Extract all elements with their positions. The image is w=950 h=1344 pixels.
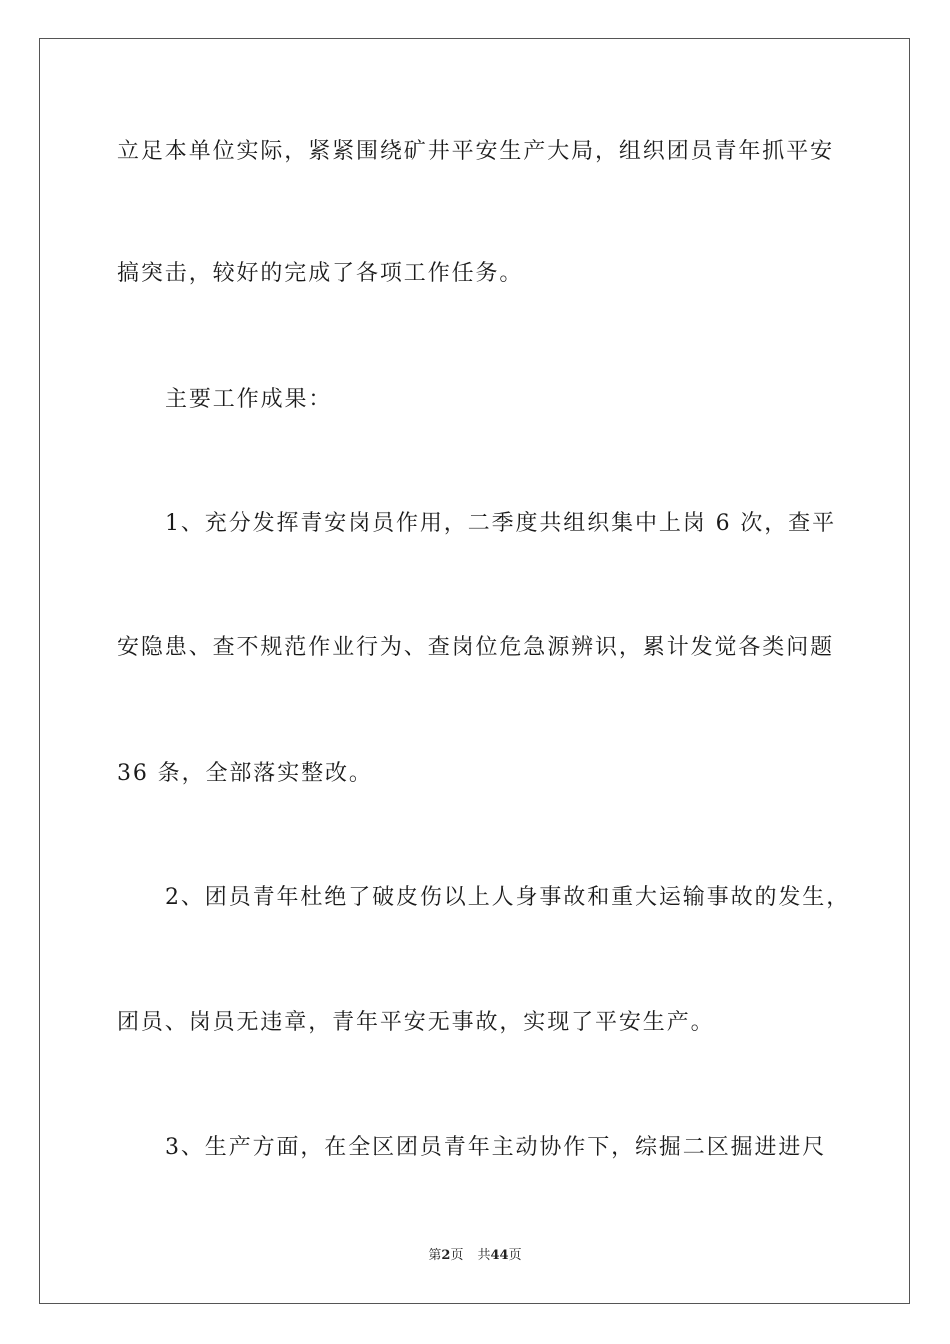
page-suffix: 页: [450, 1248, 464, 1263]
page-footer: [0, 1247, 950, 1265]
section-heading-main-results: 主要工作成果：: [165, 387, 333, 412]
list-item-1-line-1: 1、充分发挥青安岗员作用，二季度共组织集中上岗 6 次，查平: [165, 511, 836, 536]
total-pages: 44: [490, 1248, 509, 1263]
list-item-1-line-2: 安隐患、查不规范作业行为、查岗位危急源辨识，累计发觉各类问题: [117, 635, 835, 660]
paragraph-line-2: 搞突击，较好的完成了各项工作任务。: [117, 261, 524, 286]
total-suffix: 页: [508, 1248, 522, 1263]
list-item-2-line-1: 2、团员青年杜绝了破皮伤以上人身事故和重大运输事故的发生，: [165, 885, 851, 910]
page-prefix: 第: [428, 1248, 442, 1263]
page-number: 2: [441, 1248, 451, 1263]
page-border: [39, 38, 910, 1304]
list-item-3-line-1: 3、生产方面，在全区团员青年主动协作下，综掘二区掘进进尺: [165, 1135, 827, 1160]
total-prefix: 共: [477, 1248, 491, 1263]
list-item-2-line-2: 团员、岗员无违章，青年平安无事故，实现了平安生产。: [117, 1010, 715, 1035]
list-item-1-line-3: 36 条，全部落实整改。: [117, 761, 373, 786]
paragraph-line-1: 立足本单位实际，紧紧围绕矿井平安生产大局，组织团员青年抓平安: [117, 139, 835, 164]
